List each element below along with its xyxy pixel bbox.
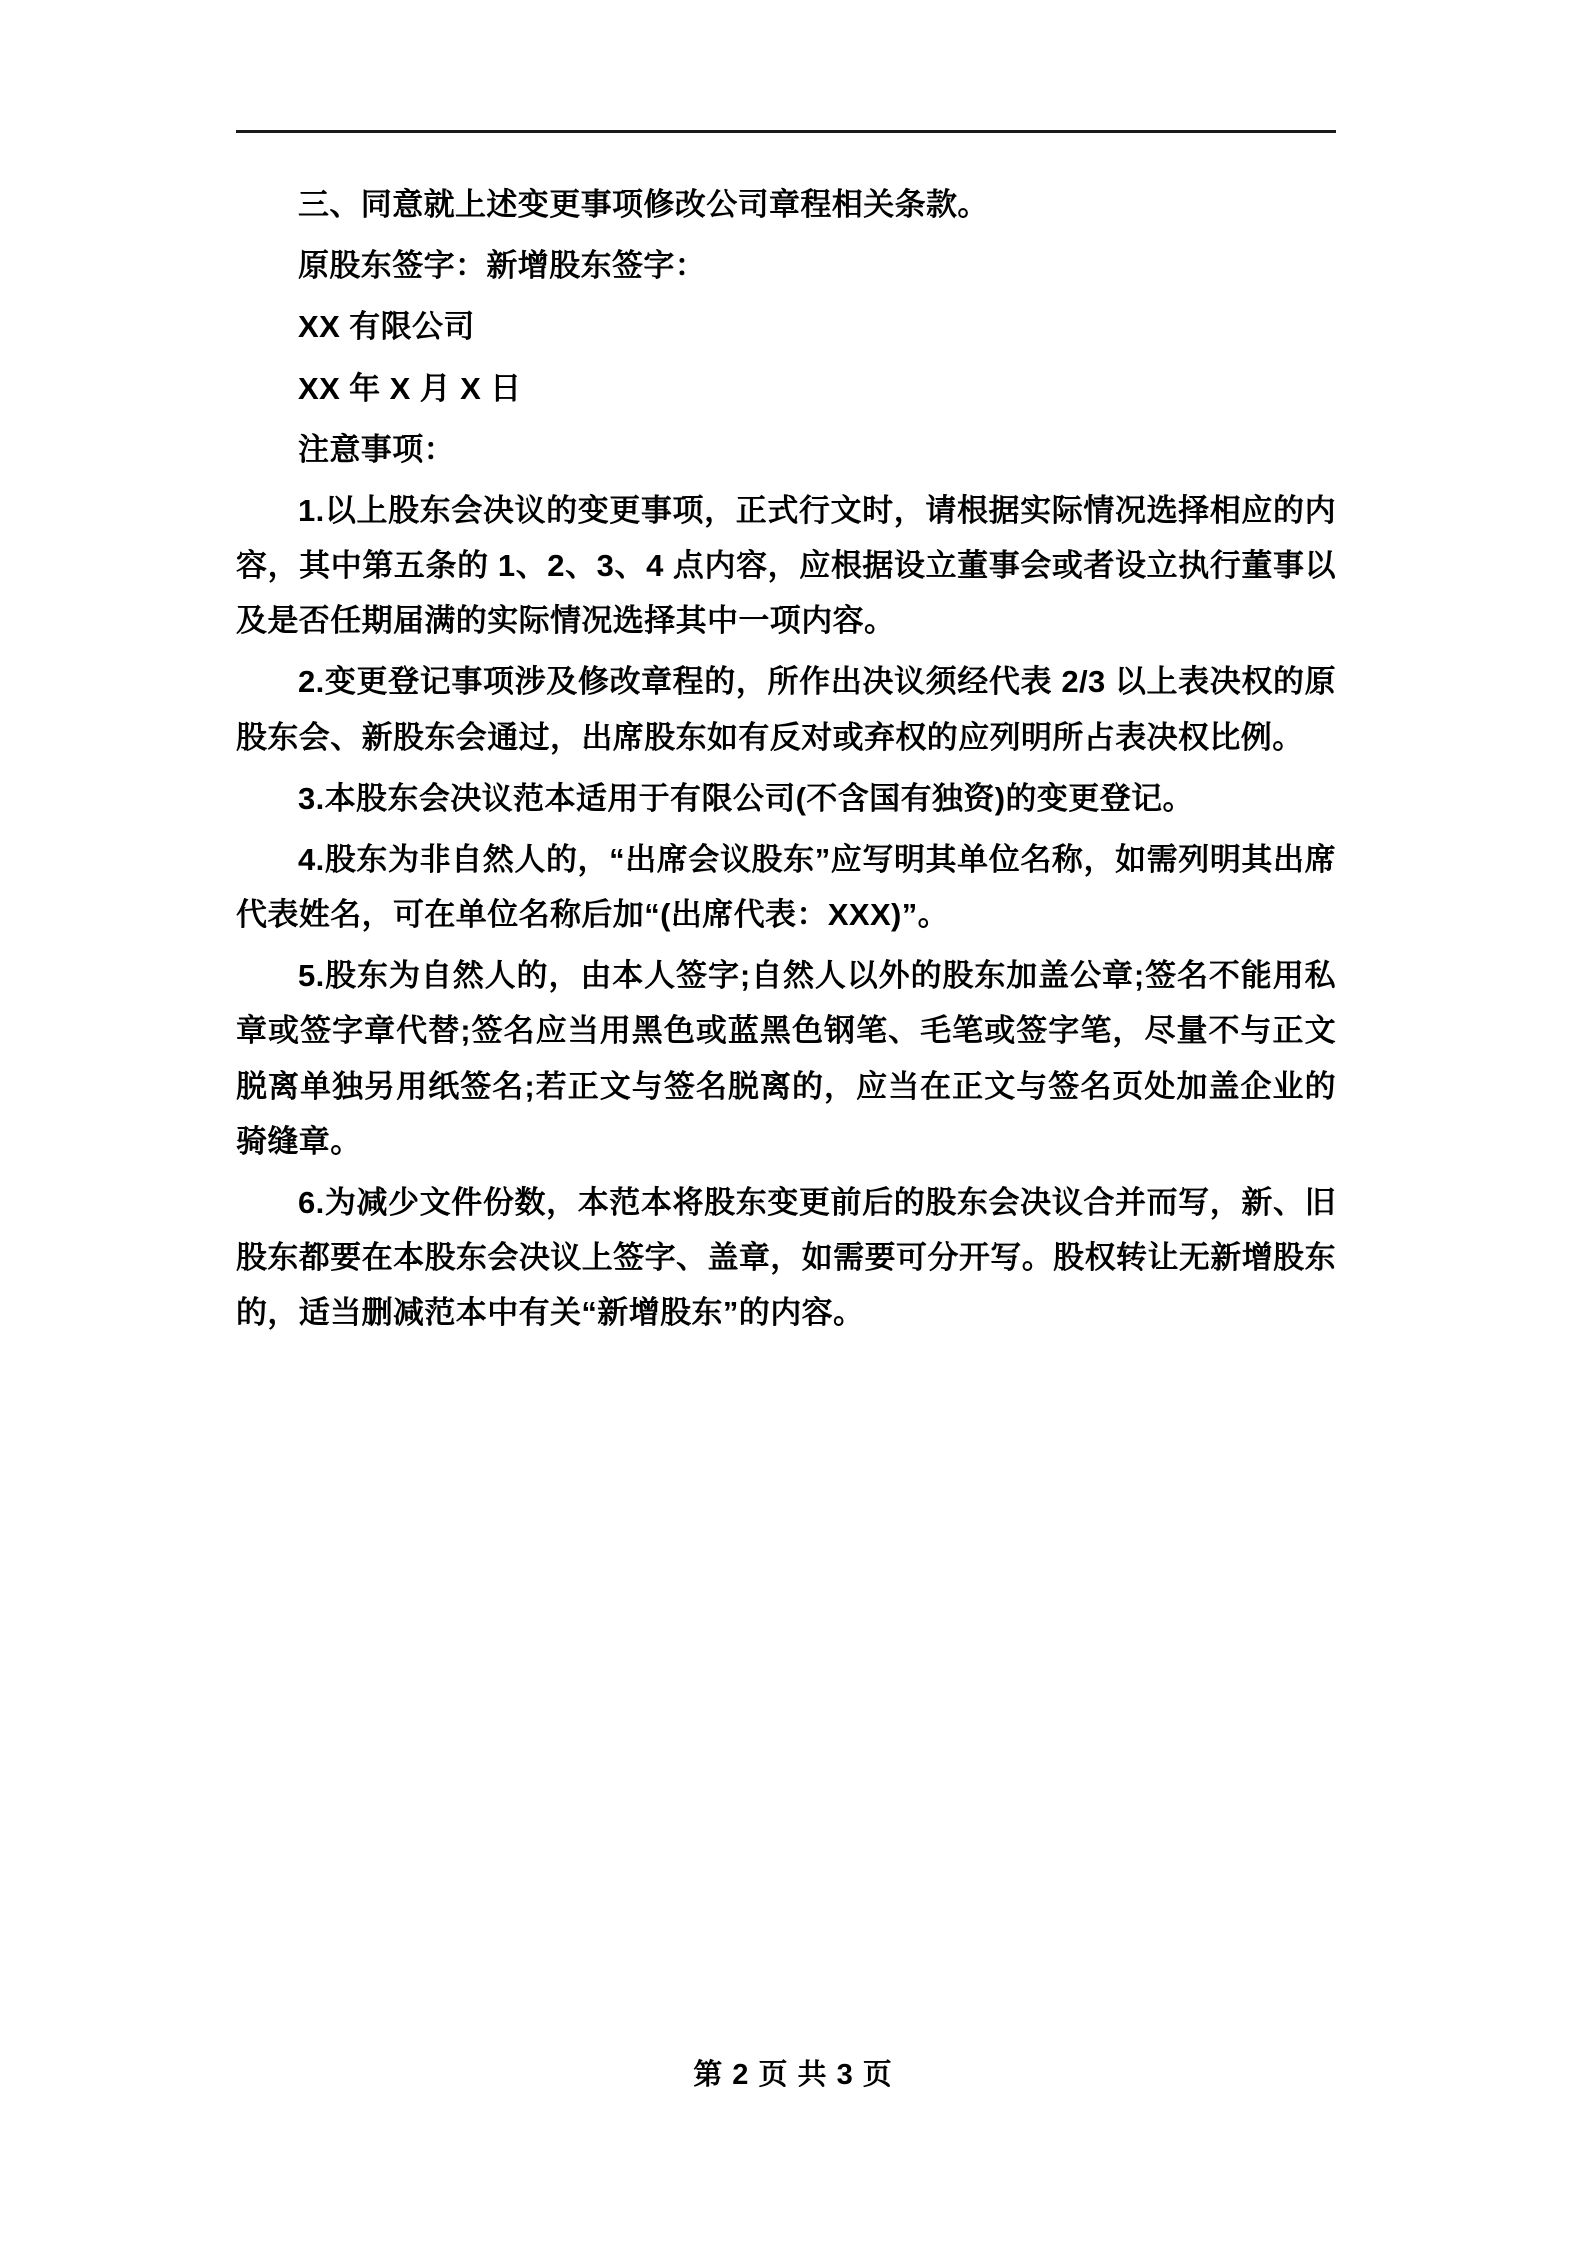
paragraph-note-6: 6.为减少文件份数，本范本将股东变更前后的股东会决议合并而写，新、旧股东都要在本股东会决议上签字、盖章，如需要可分开写。股权转让无新增股东的，适当删减范本中有关“新增股东”的内容。 (236, 1184, 1336, 1331)
paragraph-company-name: XX 有限公司 (298, 309, 475, 345)
paragraph-note-2: 2.变更登记事项涉及修改章程的，所作出决议须经代表 2/3 以上表决权的原股东会、新股东会通过，出席股东如有反对或弃权的应列明所占表决权比例。 (236, 664, 1336, 755)
paragraph-date-line: XX 年 X 月 X 日 (298, 370, 522, 406)
paragraph-signature-line: 原股东签字：新增股东签字： (298, 248, 707, 284)
paragraph-note-5: 5.股东为自然人的，由本人签字;自然人以外的股东加盖公章;签名不能用私章或签字章代替;签名应当用黑色或蓝黑色钢笔、毛笔或签字笔，尽量不与正文脱离单独另用纸签名;若正文与签名脱离的，应当在正文与签名页处加盖企业的骑缝章。 (236, 958, 1336, 1159)
page-footer: 第 2 页 共 3 页 (693, 2059, 893, 2091)
paragraph-note-3: 3.本股东会决议范本适用于有限公司(不含国有独资)的变更登记。 (298, 780, 1194, 816)
header-divider (236, 130, 1336, 133)
paragraph-notes-heading: 注意事项： (298, 431, 455, 467)
paragraph-note-1: 1.以上股东会决议的变更事项，正式行文时，请根据实际情况选择相应的内容，其中第五条的 1、2、3、4 点内容，应根据设立董事会或者设立执行董事以及是否任期届满的实际情况选择其中一项内容。 (236, 492, 1336, 639)
page-content (236, 130, 1336, 1346)
paragraph-note-4: 4.股东为非自然人的，“出席会议股东”应写明其单位名称，如需列明其出席代表姓名，可在单位名称后加“(出席代表：XXX)”。 (236, 841, 1336, 933)
paragraph-clause-three: 三、同意就上述变更事项修改公司章程相关条款。 (298, 187, 989, 222)
